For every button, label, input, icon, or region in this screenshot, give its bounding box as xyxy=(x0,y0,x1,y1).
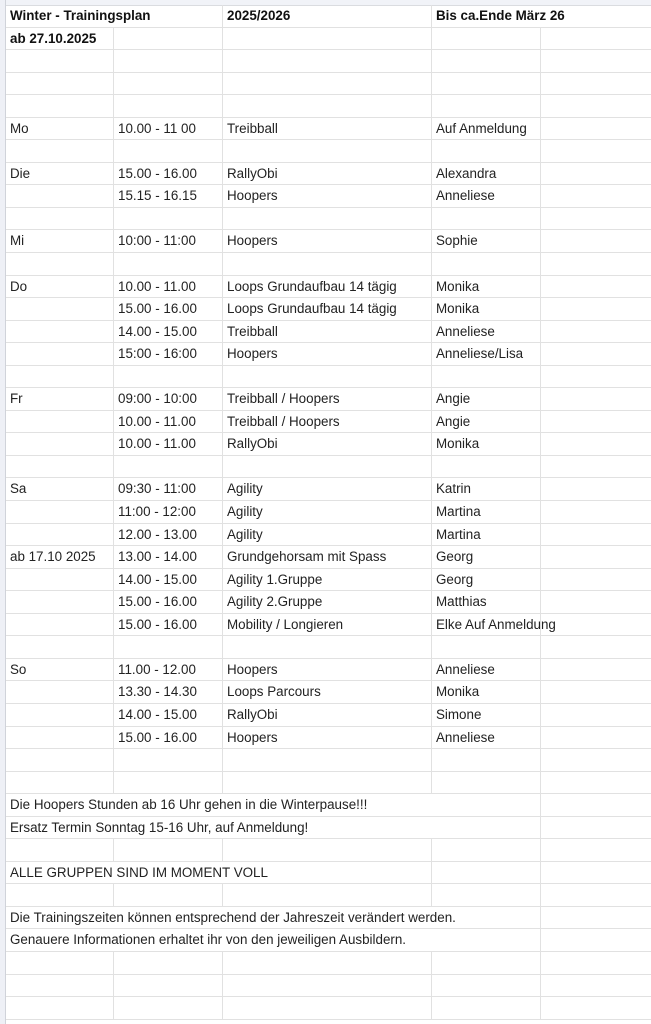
empty-cell[interactable] xyxy=(6,839,114,861)
empty-cell[interactable] xyxy=(541,681,651,703)
empty-cell[interactable] xyxy=(541,230,651,252)
empty-cell[interactable] xyxy=(6,73,114,95)
empty-cell[interactable] xyxy=(223,839,432,861)
time-cell[interactable]: 12.00 - 13.00 xyxy=(114,524,223,546)
empty-cell[interactable] xyxy=(541,569,651,591)
empty-cell[interactable] xyxy=(541,772,651,794)
time-cell[interactable]: 15.00 - 16.00 xyxy=(114,727,223,749)
trainer-cell[interactable]: Anneliese xyxy=(432,727,541,749)
empty-cell[interactable] xyxy=(541,659,651,681)
schedule-row xyxy=(6,230,651,253)
empty-cell[interactable] xyxy=(541,591,651,613)
empty-cell[interactable] xyxy=(432,817,541,839)
time-cell[interactable]: 15.00 - 16.00 xyxy=(114,298,223,320)
schedule-row xyxy=(6,546,651,569)
empty-cell[interactable] xyxy=(114,839,223,861)
note-row xyxy=(6,817,651,840)
day-cell[interactable] xyxy=(6,727,114,749)
schedule-row xyxy=(6,298,651,321)
schedule-row xyxy=(6,276,651,299)
note-row xyxy=(6,794,651,817)
empty-cell[interactable] xyxy=(223,884,432,906)
day-cell[interactable]: Mo xyxy=(6,118,114,140)
empty-cell[interactable] xyxy=(6,997,114,1019)
trainer-cell[interactable]: Alexandra xyxy=(432,163,541,185)
time-cell[interactable]: 14.00 - 15.00 xyxy=(114,321,223,343)
empty-cell[interactable] xyxy=(541,140,651,162)
empty-cell[interactable] xyxy=(6,366,114,388)
time-cell[interactable]: 11.00 - 12.00 xyxy=(114,659,223,681)
empty-cell[interactable] xyxy=(432,749,541,771)
empty-cell[interactable] xyxy=(432,952,541,974)
empty-cell[interactable] xyxy=(432,997,541,1019)
day-cell[interactable] xyxy=(6,321,114,343)
course-cell[interactable]: Agility xyxy=(223,478,432,500)
empty-row xyxy=(6,253,651,276)
empty-cell[interactable] xyxy=(432,73,541,95)
trainer-cell[interactable]: Elke Auf Anmeldung xyxy=(432,614,541,636)
empty-cell[interactable] xyxy=(223,366,432,388)
course-cell[interactable]: Mobility / Longieren xyxy=(223,614,432,636)
empty-row xyxy=(6,772,651,795)
empty-cell[interactable] xyxy=(223,50,432,72)
empty-cell[interactable] xyxy=(541,118,651,140)
trainer-cell[interactable]: Monika xyxy=(432,681,541,703)
season-label[interactable]: 2025/2026 xyxy=(223,5,432,27)
empty-cell[interactable] xyxy=(541,636,651,658)
empty-cell[interactable] xyxy=(432,28,541,50)
empty-cell[interactable] xyxy=(114,636,223,658)
schedule-row xyxy=(6,343,651,366)
empty-cell[interactable] xyxy=(223,140,432,162)
empty-cell[interactable] xyxy=(223,456,432,478)
trainer-cell[interactable]: Angie xyxy=(432,411,541,433)
empty-cell[interactable] xyxy=(223,28,432,50)
course-cell[interactable]: Agility xyxy=(223,501,432,523)
empty-cell[interactable] xyxy=(541,456,651,478)
schedule-row xyxy=(6,321,651,344)
course-cell[interactable]: Loops Parcours xyxy=(223,681,432,703)
empty-cell[interactable] xyxy=(432,208,541,230)
empty-row xyxy=(6,952,651,975)
empty-cell[interactable] xyxy=(432,839,541,861)
empty-cell[interactable] xyxy=(432,772,541,794)
empty-cell[interactable] xyxy=(432,862,541,884)
trainer-cell[interactable]: Simone xyxy=(432,704,541,726)
day-cell[interactable]: Mi xyxy=(6,230,114,252)
empty-row xyxy=(6,839,651,862)
empty-cell[interactable] xyxy=(114,997,223,1019)
day-cell[interactable] xyxy=(6,704,114,726)
empty-cell[interactable] xyxy=(541,5,651,27)
empty-cell[interactable] xyxy=(541,343,651,365)
empty-cell[interactable] xyxy=(6,749,114,771)
note-ersatz[interactable]: Ersatz Termin Sonntag 15-16 Uhr, auf Anmeldung! xyxy=(10,819,309,835)
trainer-cell[interactable]: Anneliese xyxy=(432,659,541,681)
day-cell[interactable]: So xyxy=(6,659,114,681)
trainer-cell[interactable]: Sophie xyxy=(432,230,541,252)
empty-cell[interactable] xyxy=(6,253,114,275)
day-cell[interactable]: Do xyxy=(6,276,114,298)
schedule-row xyxy=(6,591,651,614)
time-cell[interactable]: 15.00 - 16.00 xyxy=(114,163,223,185)
day-cell[interactable] xyxy=(6,433,114,455)
course-cell[interactable]: Loops Grundaufbau 14 tägig xyxy=(223,276,432,298)
empty-cell[interactable] xyxy=(541,546,651,568)
empty-cell[interactable] xyxy=(541,524,651,546)
time-cell[interactable]: 15.00 - 16.00 xyxy=(114,614,223,636)
empty-cell[interactable] xyxy=(541,50,651,72)
empty-cell[interactable] xyxy=(541,478,651,500)
schedule-row xyxy=(6,704,651,727)
empty-cell[interactable] xyxy=(223,997,432,1019)
empty-cell[interactable] xyxy=(541,95,651,117)
header-row xyxy=(6,5,651,28)
empty-cell[interactable] xyxy=(114,50,223,72)
spreadsheet-grid xyxy=(6,5,651,1020)
time-cell[interactable]: 10.00 - 11 00 xyxy=(114,118,223,140)
note-voll[interactable]: ALLE GRUPPEN SIND IM MOMENT VOLL xyxy=(10,864,268,880)
empty-cell[interactable] xyxy=(114,73,223,95)
empty-cell[interactable] xyxy=(541,997,651,1019)
schedule-row xyxy=(6,681,651,704)
day-cell[interactable]: Die xyxy=(6,163,114,185)
day-cell[interactable] xyxy=(6,501,114,523)
trainer-cell[interactable]: Angie xyxy=(432,388,541,410)
empty-cell[interactable] xyxy=(114,456,223,478)
time-cell[interactable]: 09:30 - 11:00 xyxy=(114,478,223,500)
schedule-row xyxy=(6,524,651,547)
empty-cell[interactable] xyxy=(223,749,432,771)
day-cell[interactable] xyxy=(6,614,114,636)
note-row xyxy=(6,907,651,930)
day-cell[interactable]: ab 17.10 2025 xyxy=(6,546,114,568)
empty-row xyxy=(6,73,651,96)
empty-cell[interactable] xyxy=(541,704,651,726)
course-cell[interactable]: Loops Grundaufbau 14 tägig xyxy=(223,298,432,320)
time-cell[interactable]: 10.00 - 11.00 xyxy=(114,411,223,433)
empty-cell[interactable] xyxy=(6,772,114,794)
empty-cell[interactable] xyxy=(114,749,223,771)
trainer-cell[interactable]: Monika xyxy=(432,298,541,320)
empty-cell[interactable] xyxy=(541,298,651,320)
trainer-cell[interactable]: Katrin xyxy=(432,478,541,500)
course-cell[interactable]: Treibball / Hoopers xyxy=(223,411,432,433)
time-cell[interactable]: 13.30 - 14.30 xyxy=(114,681,223,703)
trainer-cell[interactable]: Georg xyxy=(432,546,541,568)
time-cell[interactable]: 15:00 - 16:00 xyxy=(114,343,223,365)
empty-cell[interactable] xyxy=(541,28,651,50)
time-cell[interactable]: 09:00 - 10:00 xyxy=(114,388,223,410)
empty-cell[interactable] xyxy=(223,253,432,275)
empty-cell[interactable] xyxy=(432,975,541,997)
empty-cell[interactable] xyxy=(541,163,651,185)
empty-cell[interactable] xyxy=(541,929,651,951)
empty-cell[interactable] xyxy=(432,884,541,906)
empty-row xyxy=(6,456,651,479)
empty-cell[interactable] xyxy=(541,952,651,974)
note-winterpause[interactable]: Die Hoopers Stunden ab 16 Uhr gehen in die Winterpause!!! xyxy=(10,797,368,813)
course-cell[interactable]: Treibball xyxy=(223,321,432,343)
empty-cell[interactable] xyxy=(541,276,651,298)
empty-cell[interactable] xyxy=(114,366,223,388)
empty-cell[interactable] xyxy=(223,975,432,997)
schedule-row xyxy=(6,411,651,434)
trainer-cell[interactable]: Monika xyxy=(432,276,541,298)
trainer-cell[interactable]: Georg xyxy=(432,569,541,591)
empty-cell[interactable] xyxy=(223,208,432,230)
empty-cell[interactable] xyxy=(541,727,651,749)
start-date[interactable]: ab 27.10.2025 xyxy=(6,28,114,50)
empty-row xyxy=(6,749,651,772)
schedule-row xyxy=(6,185,651,208)
schedule-row xyxy=(6,727,651,750)
course-cell[interactable]: Treibball / Hoopers xyxy=(223,388,432,410)
empty-cell[interactable] xyxy=(6,456,114,478)
day-cell[interactable]: Sa xyxy=(6,478,114,500)
day-cell[interactable] xyxy=(6,185,114,207)
course-cell[interactable]: Hoopers xyxy=(223,659,432,681)
empty-row xyxy=(6,95,651,118)
schedule-row xyxy=(6,501,651,524)
empty-cell[interactable] xyxy=(114,28,223,50)
empty-cell[interactable] xyxy=(541,839,651,861)
empty-cell[interactable] xyxy=(541,907,651,929)
trainer-cell[interactable]: Auf Anmeldung xyxy=(432,118,541,140)
empty-cell[interactable] xyxy=(541,975,651,997)
empty-row xyxy=(6,975,651,998)
time-cell[interactable]: 13.00 - 14.00 xyxy=(114,546,223,568)
course-cell[interactable]: Hoopers xyxy=(223,230,432,252)
empty-cell[interactable] xyxy=(432,636,541,658)
plan-title[interactable]: Winter - Trainingsplan xyxy=(10,8,151,23)
day-cell[interactable] xyxy=(6,524,114,546)
day-cell[interactable] xyxy=(6,343,114,365)
time-cell[interactable]: 10:00 - 11:00 xyxy=(114,230,223,252)
time-cell[interactable]: 14.00 - 15.00 xyxy=(114,569,223,591)
trainer-cell[interactable]: Anneliese xyxy=(432,185,541,207)
schedule-row xyxy=(6,388,651,411)
day-cell[interactable] xyxy=(6,681,114,703)
empty-cell[interactable] xyxy=(541,794,651,816)
trainer-cell[interactable]: Anneliese/Lisa xyxy=(432,343,541,365)
day-cell[interactable] xyxy=(6,591,114,613)
empty-cell[interactable] xyxy=(541,884,651,906)
empty-cell[interactable] xyxy=(114,208,223,230)
empty-cell[interactable] xyxy=(541,749,651,771)
time-cell[interactable]: 15.00 - 16.00 xyxy=(114,591,223,613)
day-cell[interactable]: Fr xyxy=(6,388,114,410)
empty-cell[interactable] xyxy=(6,208,114,230)
empty-cell[interactable] xyxy=(541,253,651,275)
schedule-row xyxy=(6,659,651,682)
empty-row xyxy=(6,140,651,163)
empty-cell[interactable] xyxy=(541,366,651,388)
empty-cell[interactable] xyxy=(6,95,114,117)
course-cell[interactable]: Hoopers xyxy=(223,343,432,365)
empty-row xyxy=(6,884,651,907)
empty-cell[interactable] xyxy=(541,73,651,95)
time-cell[interactable]: 10.00 - 11.00 xyxy=(114,433,223,455)
time-cell[interactable]: 10.00 - 11.00 xyxy=(114,276,223,298)
empty-cell[interactable] xyxy=(6,952,114,974)
empty-cell[interactable] xyxy=(541,411,651,433)
until-label[interactable]: Bis ca.Ende März 26 xyxy=(436,8,565,23)
time-cell[interactable]: 11:00 - 12:00 xyxy=(114,501,223,523)
empty-cell[interactable] xyxy=(432,253,541,275)
empty-cell[interactable] xyxy=(432,929,541,951)
note-info[interactable]: Genauere Informationen erhaltet ihr von den jeweiligen Ausbildern. xyxy=(10,932,407,948)
empty-cell[interactable] xyxy=(541,433,651,455)
schedule-row xyxy=(6,569,651,592)
empty-cell[interactable] xyxy=(6,884,114,906)
course-cell[interactable]: RallyObi xyxy=(223,433,432,455)
course-cell[interactable]: Agility xyxy=(223,524,432,546)
course-cell[interactable]: Agility 2.Gruppe xyxy=(223,591,432,613)
empty-cell[interactable] xyxy=(114,95,223,117)
empty-row xyxy=(6,208,651,231)
day-cell[interactable] xyxy=(6,569,114,591)
empty-cell[interactable] xyxy=(114,253,223,275)
trainer-cell[interactable]: Matthias xyxy=(432,591,541,613)
course-cell[interactable]: Hoopers xyxy=(223,185,432,207)
empty-cell[interactable] xyxy=(432,366,541,388)
schedule-row xyxy=(6,118,651,141)
empty-row xyxy=(6,50,651,73)
course-cell[interactable]: Grundgehorsam mit Spass xyxy=(223,546,432,568)
empty-cell[interactable] xyxy=(223,95,432,117)
course-cell[interactable]: Treibball xyxy=(223,118,432,140)
empty-cell[interactable] xyxy=(541,185,651,207)
empty-row xyxy=(6,997,651,1020)
empty-cell[interactable] xyxy=(6,50,114,72)
empty-cell[interactable] xyxy=(541,614,651,636)
trainer-cell[interactable]: Monika xyxy=(432,433,541,455)
schedule-row xyxy=(6,163,651,186)
empty-cell[interactable] xyxy=(432,140,541,162)
schedule-row xyxy=(6,614,651,637)
empty-cell[interactable] xyxy=(541,208,651,230)
course-cell[interactable]: Agility 1.Gruppe xyxy=(223,569,432,591)
empty-cell[interactable] xyxy=(223,772,432,794)
note-row xyxy=(6,862,651,885)
time-cell[interactable]: 15.15 - 16.15 xyxy=(114,185,223,207)
empty-cell[interactable] xyxy=(541,388,651,410)
schedule-row xyxy=(6,478,651,501)
empty-cell[interactable] xyxy=(114,884,223,906)
empty-cell[interactable] xyxy=(6,975,114,997)
empty-cell[interactable] xyxy=(223,636,432,658)
empty-cell[interactable] xyxy=(223,73,432,95)
empty-cell[interactable] xyxy=(114,952,223,974)
empty-row xyxy=(6,636,651,659)
empty-cell[interactable] xyxy=(432,456,541,478)
empty-cell[interactable] xyxy=(114,5,223,27)
empty-cell[interactable] xyxy=(223,952,432,974)
empty-cell[interactable] xyxy=(6,636,114,658)
note-row xyxy=(6,929,651,952)
trainer-cell[interactable]: Martina xyxy=(432,501,541,523)
day-cell[interactable] xyxy=(6,411,114,433)
day-cell[interactable] xyxy=(6,298,114,320)
empty-row xyxy=(6,366,651,389)
trainer-cell[interactable]: Anneliese xyxy=(432,321,541,343)
time-cell[interactable]: 14.00 - 15.00 xyxy=(114,704,223,726)
course-cell[interactable]: RallyObi xyxy=(223,163,432,185)
empty-cell[interactable] xyxy=(432,794,541,816)
trainer-cell[interactable]: Martina xyxy=(432,524,541,546)
empty-cell[interactable] xyxy=(6,140,114,162)
empty-cell[interactable] xyxy=(541,501,651,523)
schedule-row xyxy=(6,433,651,456)
course-cell[interactable]: Hoopers xyxy=(223,727,432,749)
empty-cell[interactable] xyxy=(114,772,223,794)
empty-cell[interactable] xyxy=(541,862,651,884)
note-zeiten[interactable]: Die Trainingszeiten können entsprechend der Jahreszeit verändert werden. xyxy=(10,909,456,925)
course-cell[interactable]: RallyObi xyxy=(223,704,432,726)
empty-cell[interactable] xyxy=(541,321,651,343)
empty-cell[interactable] xyxy=(432,95,541,117)
empty-cell[interactable] xyxy=(114,140,223,162)
empty-cell[interactable] xyxy=(541,817,651,839)
empty-cell[interactable] xyxy=(432,50,541,72)
empty-cell[interactable] xyxy=(114,975,223,997)
start-date-row xyxy=(6,28,651,51)
